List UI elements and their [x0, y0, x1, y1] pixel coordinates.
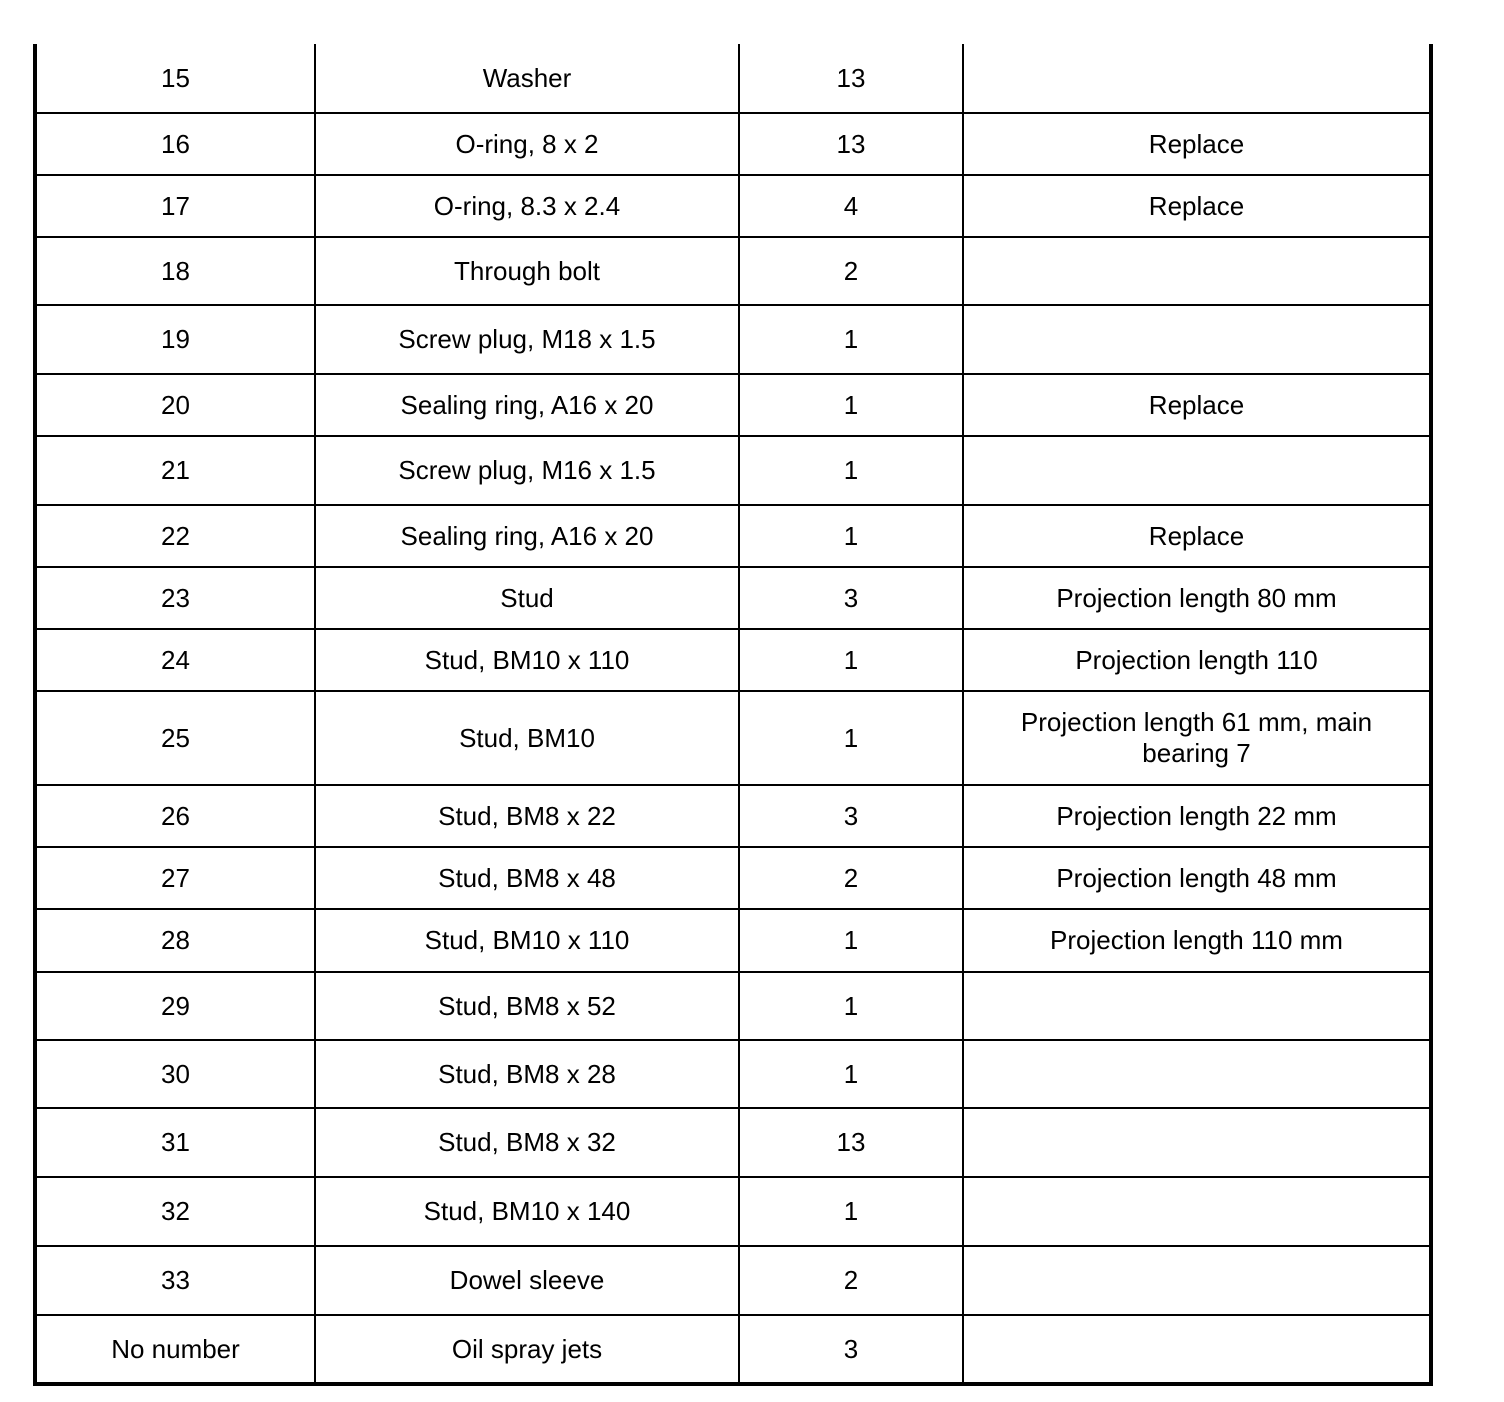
part-number-cell: 31: [35, 1108, 315, 1177]
remark-cell: [963, 1246, 1431, 1315]
part-number-cell: 27: [35, 847, 315, 909]
remark-cell: Projection length 22 mm: [963, 785, 1431, 847]
part-number-cell: 18: [35, 237, 315, 305]
table-row: [35, 1246, 1431, 1315]
table-row: [35, 175, 1431, 237]
table-row: [35, 972, 1431, 1040]
part-name-cell: Washer: [315, 44, 739, 113]
part-number-cell: 20: [35, 374, 315, 436]
part-name-cell: O-ring, 8.3 x 2.4: [315, 175, 739, 237]
part-number-cell: 33: [35, 1246, 315, 1315]
remark-cell: Projection length 80 mm: [963, 567, 1431, 629]
remark-cell: [963, 237, 1431, 305]
remark-cell: Replace: [963, 374, 1431, 436]
quantity-cell: 1: [739, 1177, 963, 1246]
parts-table-body: [35, 44, 1431, 1384]
remark-cell: [963, 1315, 1431, 1384]
table-row: [35, 374, 1431, 436]
quantity-cell: 2: [739, 1246, 963, 1315]
quantity-cell: 4: [739, 175, 963, 237]
part-number-cell: 16: [35, 113, 315, 175]
quantity-cell: 3: [739, 1315, 963, 1384]
part-name-cell: Screw plug, M18 x 1.5: [315, 305, 739, 374]
quantity-cell: 1: [739, 629, 963, 691]
remark-cell: Replace: [963, 113, 1431, 175]
table-row: [35, 436, 1431, 505]
part-name-cell: Stud, BM8 x 22: [315, 785, 739, 847]
table-row: [35, 505, 1431, 567]
part-name-cell: Stud, BM8 x 52: [315, 972, 739, 1040]
part-number-cell: 21: [35, 436, 315, 505]
table-row: [35, 305, 1431, 374]
part-name-cell: Stud, BM8 x 32: [315, 1108, 739, 1177]
part-name-cell: Sealing ring, A16 x 20: [315, 374, 739, 436]
part-name-cell: Stud, BM10 x 110: [315, 629, 739, 691]
remark-cell: Replace: [963, 175, 1431, 237]
part-name-cell: Oil spray jets: [315, 1315, 739, 1384]
part-name-cell: Stud, BM10: [315, 691, 739, 785]
quantity-cell: 2: [739, 847, 963, 909]
remark-cell: Projection length 48 mm: [963, 847, 1431, 909]
table-row: [35, 909, 1431, 972]
remark-cell: [963, 1108, 1431, 1177]
table-row: [35, 1177, 1431, 1246]
quantity-cell: 1: [739, 505, 963, 567]
part-number-cell: 22: [35, 505, 315, 567]
remark-cell: [963, 1040, 1431, 1108]
part-name-cell: Screw plug, M16 x 1.5: [315, 436, 739, 505]
part-number-cell: No number: [35, 1315, 315, 1384]
part-name-cell: Dowel sleeve: [315, 1246, 739, 1315]
table-row: [35, 567, 1431, 629]
remark-cell: [963, 436, 1431, 505]
table-row: [35, 1040, 1431, 1108]
quantity-cell: 2: [739, 237, 963, 305]
quantity-cell: 13: [739, 113, 963, 175]
remark-cell: [963, 305, 1431, 374]
parts-table: [33, 44, 1433, 1386]
part-number-cell: 26: [35, 785, 315, 847]
part-name-cell: Stud, BM8 x 28: [315, 1040, 739, 1108]
quantity-cell: 13: [739, 44, 963, 113]
part-name-cell: Stud: [315, 567, 739, 629]
quantity-cell: 3: [739, 567, 963, 629]
part-number-cell: 25: [35, 691, 315, 785]
remark-cell: Projection length 61 mm, main bearing 7: [963, 691, 1431, 785]
part-number-cell: 15: [35, 44, 315, 113]
quantity-cell: 3: [739, 785, 963, 847]
part-number-cell: 28: [35, 909, 315, 972]
part-name-cell: Stud, BM8 x 48: [315, 847, 739, 909]
part-name-cell: O-ring, 8 x 2: [315, 113, 739, 175]
part-number-cell: 24: [35, 629, 315, 691]
part-number-cell: 29: [35, 972, 315, 1040]
part-name-cell: Sealing ring, A16 x 20: [315, 505, 739, 567]
part-number-cell: 19: [35, 305, 315, 374]
part-name-cell: Through bolt: [315, 237, 739, 305]
table-row: [35, 785, 1431, 847]
table-row: [35, 1315, 1431, 1384]
table-row: [35, 629, 1431, 691]
remark-cell: Projection length 110: [963, 629, 1431, 691]
quantity-cell: 1: [739, 909, 963, 972]
quantity-cell: 1: [739, 374, 963, 436]
quantity-cell: 1: [739, 305, 963, 374]
table-row: [35, 691, 1431, 785]
remark-cell: [963, 972, 1431, 1040]
part-number-cell: 30: [35, 1040, 315, 1108]
table-row: [35, 237, 1431, 305]
quantity-cell: 1: [739, 972, 963, 1040]
table-row: [35, 113, 1431, 175]
remark-cell: [963, 1177, 1431, 1246]
remark-cell: Projection length 110 mm: [963, 909, 1431, 972]
quantity-cell: 1: [739, 436, 963, 505]
part-name-cell: Stud, BM10 x 110: [315, 909, 739, 972]
remark-cell: [963, 44, 1431, 113]
quantity-cell: 13: [739, 1108, 963, 1177]
quantity-cell: 1: [739, 1040, 963, 1108]
quantity-cell: 1: [739, 691, 963, 785]
part-number-cell: 17: [35, 175, 315, 237]
part-name-cell: Stud, BM10 x 140: [315, 1177, 739, 1246]
part-number-cell: 32: [35, 1177, 315, 1246]
table-row: [35, 1108, 1431, 1177]
table-row: [35, 847, 1431, 909]
remark-cell: Replace: [963, 505, 1431, 567]
part-number-cell: 23: [35, 567, 315, 629]
table-row: [35, 44, 1431, 113]
